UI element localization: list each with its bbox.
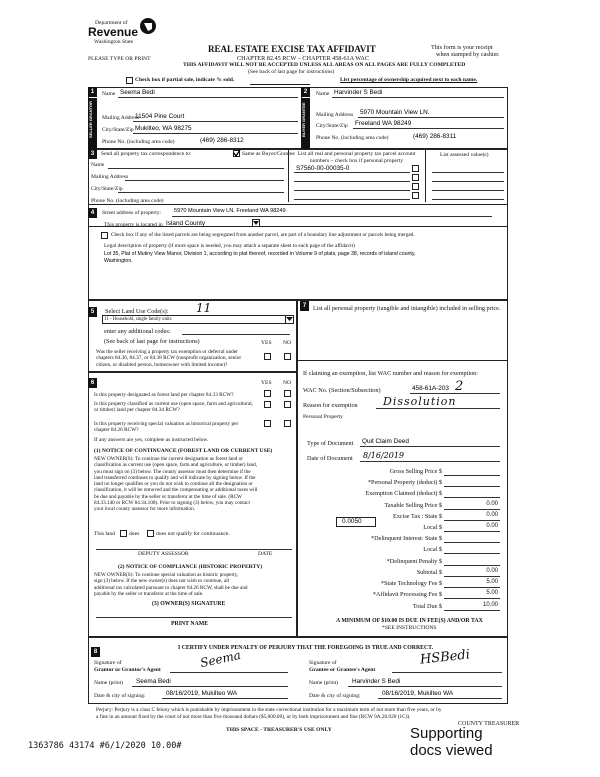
grantee-sig-label-1: Signature of [309, 660, 337, 666]
checkmark-icon [233, 149, 241, 157]
claim-exemption-label: If claiming an exemption, list WAC number and reason for exemption: [303, 370, 478, 377]
dept-small: Department of [95, 20, 128, 26]
parcel-personal-checkbox-3[interactable] [412, 183, 419, 190]
chevron-down-icon [253, 221, 259, 226]
wac-handwritten: 2 [455, 379, 464, 394]
current-use-no-checkbox[interactable] [284, 401, 291, 408]
form-title: REAL ESTATE EXCISE TAX AFFIDAVIT [208, 44, 376, 54]
chapter-line: CHAPTER 82.45 RCW – CHAPTER 458-61A WAC [237, 55, 369, 62]
buyer-city-label: City/State/Zip [316, 123, 348, 129]
land-use-yes: YES [261, 340, 272, 346]
seller-city-label: City/State/Zip [102, 127, 134, 133]
fee-row-label: Subtotal $ [416, 568, 442, 576]
fee-row-label: Excise Tax : State $ [393, 512, 442, 520]
corr-addr-label: Mailing Address [91, 174, 129, 180]
grantor-sig-label-1: Signature of [94, 660, 122, 666]
continuance-title: (1) NOTICE OF CONTINUANCE (FOREST LAND OR CURRENT USE) [94, 448, 273, 454]
doc-type-field[interactable]: Quit Claim Deed [362, 438, 409, 445]
sec6-yes: YES [261, 380, 272, 386]
parcel-header: List all real and personal property tax parcel account numbers – check box if personal property [297, 151, 416, 164]
county-treasurer-label: COUNTY TREASURER [458, 721, 520, 727]
land-does-text: does [129, 531, 140, 537]
supporting-stamp: Supporting [410, 725, 483, 742]
buyer-name-field[interactable]: Harvinder S Bedi [334, 89, 383, 96]
section-1-number: 1 [88, 87, 97, 97]
legal-line-1[interactable]: Lot 35, Plat of Mutiny View Manor, Division 1, according to plat thereof, recorded in Volume 9 of plats, page 38, records of island county, [104, 251, 416, 257]
perjury-line-1: Perjury: Perjury is a class C felony which is punishable by imprisonment in the state correctional institution for a maximum term of not more than five years, or by [96, 707, 442, 713]
correspondence-label: Send all property tax correspondence to: [101, 151, 192, 157]
seller-city-field[interactable]: Mukilteo, WA 98275 [135, 125, 192, 132]
seller-phone-field[interactable]: (469) 286-8312 [200, 137, 244, 144]
grantee-date-label: Date & city of signing: [309, 693, 361, 699]
fee-row-value[interactable]: 0.00 [486, 523, 498, 529]
personal-property-tag: Personal Property [303, 414, 343, 420]
buyer-addr-field[interactable]: 5970 Mountain View LN. [360, 109, 430, 116]
doc-date-field[interactable]: 8/16/2019 [363, 451, 405, 460]
fee-row-value[interactable]: 5.00 [486, 579, 498, 585]
section-4-number: 4 [88, 208, 97, 218]
fee-row-label: Taxable Selling Price $ [384, 501, 442, 509]
buyer-phone-label: Phone No. (including area code) [316, 135, 389, 141]
section-6-number: 6 [88, 378, 97, 388]
print-note: PLEASE TYPE OR PRINT [88, 56, 151, 62]
land-does-checkbox[interactable] [120, 530, 127, 537]
land-use-no: NO [283, 340, 292, 346]
warning-line: THIS AFFIDAVIT WILL NOT BE ACCEPTED UNLESS ALL AREAS ON ALL PAGES ARE FULLY COMPLETED [183, 62, 466, 68]
street-field[interactable]: 5970 Mountain View LN. Freeland WA 98249 [174, 208, 286, 214]
fee-row-label: Local $ [423, 546, 442, 554]
exemption-yes-checkbox[interactable] [264, 353, 271, 360]
parcel-personal-checkbox-1[interactable] [412, 165, 419, 172]
forest-question: Is this property designated as forest land per chapter 84.33 RCW? [94, 392, 234, 398]
land-use-label: Select Land Use Code(s): [105, 308, 169, 315]
sec6-no: NO [283, 380, 292, 386]
corr-name-label: Name [91, 162, 105, 168]
fee-row-label: *State Technology Fee $ [380, 580, 442, 587]
parcel-personal-checkbox-4[interactable] [412, 192, 419, 199]
seller-addr-field[interactable]: 11504 Pine Court [135, 113, 185, 120]
doc-date-label: Date of Document [307, 455, 353, 462]
land-use-select-value: 11 - Household, single family units [104, 317, 172, 322]
receipt-line2: when stamped by cashier. [436, 51, 500, 58]
segregated-label: Check box if any of the listed parcels are being segregated from another parcel, are part of a boundary line adjustment or parcels being merged. [111, 232, 415, 238]
current-use-question: Is this property classified as current use (open space, farm and agricultural, or timber) land per chapter 84.34 RCW? [94, 401, 253, 414]
seller-addr-label: Mailing Address [102, 115, 140, 121]
land-use-code-handwritten: 11 [196, 301, 212, 315]
seller-phone-label: Phone No. (including area code) [102, 139, 175, 145]
print-name-label: PRINT NAME [171, 621, 209, 627]
perjury-line-2: a fine in an amount fixed by the court of not more than five thousand dollars ($5,000.00), or by both imprisonment and fine (RCW 9A.20.020 (1C)). [96, 714, 411, 720]
local-rate-value: 0.0050 [342, 518, 362, 525]
land-use-see-back: (See back of last page for instructions) [104, 338, 200, 345]
section-5-number: 5 [88, 307, 97, 317]
parcel-number[interactable]: S7560-00-00035-0 [296, 165, 350, 172]
fee-row-value[interactable]: 5.00 [486, 590, 498, 597]
corr-phone-label: Phone No. (including area code) [91, 198, 164, 204]
assessed-header: List assessed value(s) [440, 152, 489, 158]
fee-row-label: Gross Selling Price $ [389, 468, 442, 475]
historic-yes-checkbox[interactable] [264, 420, 271, 427]
historic-notice-text: NEW OWNER(S): To continue special valuation as historic property, sign (3) below. If the new owner(s) does not wish to continue, all additional tax calculated pursuant to chapter 84.26 RCW, shall be due and payable by the seller or transferor at the time of sale. [94, 572, 248, 597]
fee-row-value[interactable]: 10.00 [482, 602, 498, 609]
see-instructions-note: *SEE INSTRUCTIONS [382, 625, 437, 631]
grantor-date-label: Date & city of signing: [94, 693, 146, 699]
grantee-signature[interactable]: HSBedi [419, 647, 471, 668]
fee-row-label: Local $ [423, 524, 442, 531]
legal-label: Legal description of property (if more space is needed, you may attach a separate sheet to each page of the affidavit) [104, 243, 355, 249]
corr-city-label: City/State/Zip [91, 186, 123, 192]
owner-signature-label: (3) OWNER(S) SIGNATURE [152, 601, 226, 607]
seller-side-label: SELLER GRANTOR [88, 98, 97, 149]
dept-big: Revenue [88, 25, 139, 39]
exemption-no-checkbox[interactable] [284, 353, 291, 360]
min-fee-note: A MINIMUM OF $10.00 IS DUE IN FEE(S) AND/OR TAX [336, 618, 483, 624]
fee-row-value[interactable]: 0.00 [486, 567, 498, 574]
historic-no-checkbox[interactable] [284, 420, 291, 427]
reason-label: Reason for exemption [303, 402, 358, 409]
fee-row-value[interactable]: 0.00 [486, 500, 498, 507]
deputy-assessor-label: DEPUTY ASSESSOR [138, 551, 189, 557]
land-does-not-checkbox[interactable] [147, 530, 154, 537]
segregated-checkbox[interactable] [101, 232, 108, 239]
buyer-phone-field[interactable]: (469) 286-8311 [413, 133, 457, 140]
buyer-name-label: Name [316, 91, 330, 97]
seller-name-label: Name [102, 91, 116, 97]
certify-statement: I CERTIFY UNDER PENALTY OF PERJURY THAT THE FOREGOING IS TRUE AND CORRECT. [178, 645, 434, 651]
grantor-sig-label-2: Grantor or Grantor's Agent [94, 667, 161, 673]
fee-row-label: Exemption Claimed (deduct) $ [365, 490, 442, 498]
grantee-sig-label-2: Grantee or Grantee's Agent [309, 667, 376, 673]
current-use-yes-checkbox[interactable] [264, 401, 271, 408]
legal-line-2[interactable]: Washington. [104, 258, 133, 264]
partial-sale-checkbox[interactable] [126, 77, 133, 84]
buyer-addr-label: Mailing Address [316, 112, 354, 118]
grantor-date-field[interactable]: 08/16/2019, Mukilteo WA [166, 690, 238, 697]
fee-row-value[interactable]: 0.00 [486, 511, 498, 518]
county-field[interactable]: Island County [166, 220, 206, 227]
doc-type-label: Type of Document [307, 440, 354, 447]
reason-handwritten: Dissolution [383, 395, 457, 408]
historic-question: Is this property receiving special valuation as historical property per chapter 84.26 RCW? [94, 421, 239, 434]
treasurer-space: THIS SPACE - TREASURER'S USE ONLY [226, 727, 332, 733]
grantee-name-field[interactable]: Harvinder S Bedi [352, 678, 401, 685]
dept-state: Washington State [94, 39, 134, 45]
grantor-signature[interactable]: Seema [198, 647, 242, 671]
exemption-question: Was the seller receiving a property tax exemption or deferral under chapters 84.36, 84.37, or 84.38 RCW (nonprofit organization, senior citizen, or disabled person, homeowner with limited income)? [96, 349, 242, 368]
pct-ownership-label: List percentage of ownership acquired next to each name. [340, 77, 478, 83]
chevron-down-icon [286, 317, 293, 322]
receipt-line1: This form is your receipt [431, 44, 493, 51]
fee-row-label: *Delinquent Interest: State $ [371, 535, 442, 543]
section-8-number: 8 [91, 647, 100, 657]
section-7-number: 7 [300, 301, 309, 311]
continuance-text: NEW OWNER(S): To continue the current designation as forest land or classification as current use (open space, farm and agriculture, or timber) land, you must sign on (3) below. The county assessor must then determine if the land transferred continues to qualify and will indicate by signing below. If the land no longer qualifies or you do not wish to continue all the designation or classification, it will be removed and the compensating or additional taxes will be due and payable by the seller or transferor at the time of sale. (RCW 84.33.140 or RCW 84.34.108). Prior to signing (3) below, you may contact your local county assessor for more information. [94, 456, 258, 513]
fee-row-label: *Personal Property (deduct) $ [367, 479, 442, 487]
street-label: Street address of property: [102, 210, 162, 216]
located-label: This property is located in [104, 222, 163, 228]
section-2-number: 2 [301, 87, 310, 97]
grantee-date-field[interactable]: 08/16/2019, Mukilteo WA [382, 690, 454, 697]
buyer-side-label: BUYER GRANTEE [301, 98, 310, 149]
docs-viewed-stamp: docs viewed [410, 742, 493, 759]
grantor-name-field[interactable]: Seema Bedi [136, 678, 171, 685]
wac-field[interactable]: 458-61A-203 [412, 385, 449, 392]
grantor-name-label: Name (print) [94, 680, 124, 686]
wac-label: WAC No. (Section/Subsection) [303, 387, 381, 394]
deputy-date-label: DATE [258, 551, 273, 557]
seller-name-field[interactable]: Seema Bedi [120, 89, 155, 96]
fee-row-label: *Delinquent Penalty $ [386, 557, 442, 565]
recording-stamp: 1363786 43174 #6/1/2020 10.00# [28, 741, 182, 751]
same-as-buyer-label: Same as Buyer/Grantee [242, 151, 295, 157]
see-back-top: (See back of last page for instructions) [248, 69, 335, 75]
buyer-city-field[interactable]: Freeland WA 98249 [355, 120, 412, 127]
forest-no-checkbox[interactable] [284, 390, 291, 397]
additional-codes-label: enter any additional codes: [104, 328, 171, 335]
fee-row-label: *Affidavit Processing Fee $ [372, 591, 442, 599]
historic-notice-title: (2) NOTICE OF COMPLIANCE (HISTORIC PROPERTY) [118, 564, 263, 570]
partial-sale-label: Check box if partial sale, indicate % sold. [135, 77, 235, 83]
land-does-label: This land [94, 531, 115, 537]
if-yes-note: If any answers are yes, complete as instructed below. [94, 437, 209, 443]
forest-yes-checkbox[interactable] [264, 390, 271, 397]
fee-row-label: Total Due $ [412, 603, 442, 611]
grantee-name-label: Name (print) [309, 680, 339, 686]
land-does-not-text: does not qualify for continuance. [156, 531, 230, 537]
parcel-personal-checkbox-2[interactable] [412, 174, 419, 181]
personal-property-label: List all personal property (tangible and intangible) included in selling price. [313, 305, 501, 312]
section-3-number: 3 [88, 149, 97, 159]
